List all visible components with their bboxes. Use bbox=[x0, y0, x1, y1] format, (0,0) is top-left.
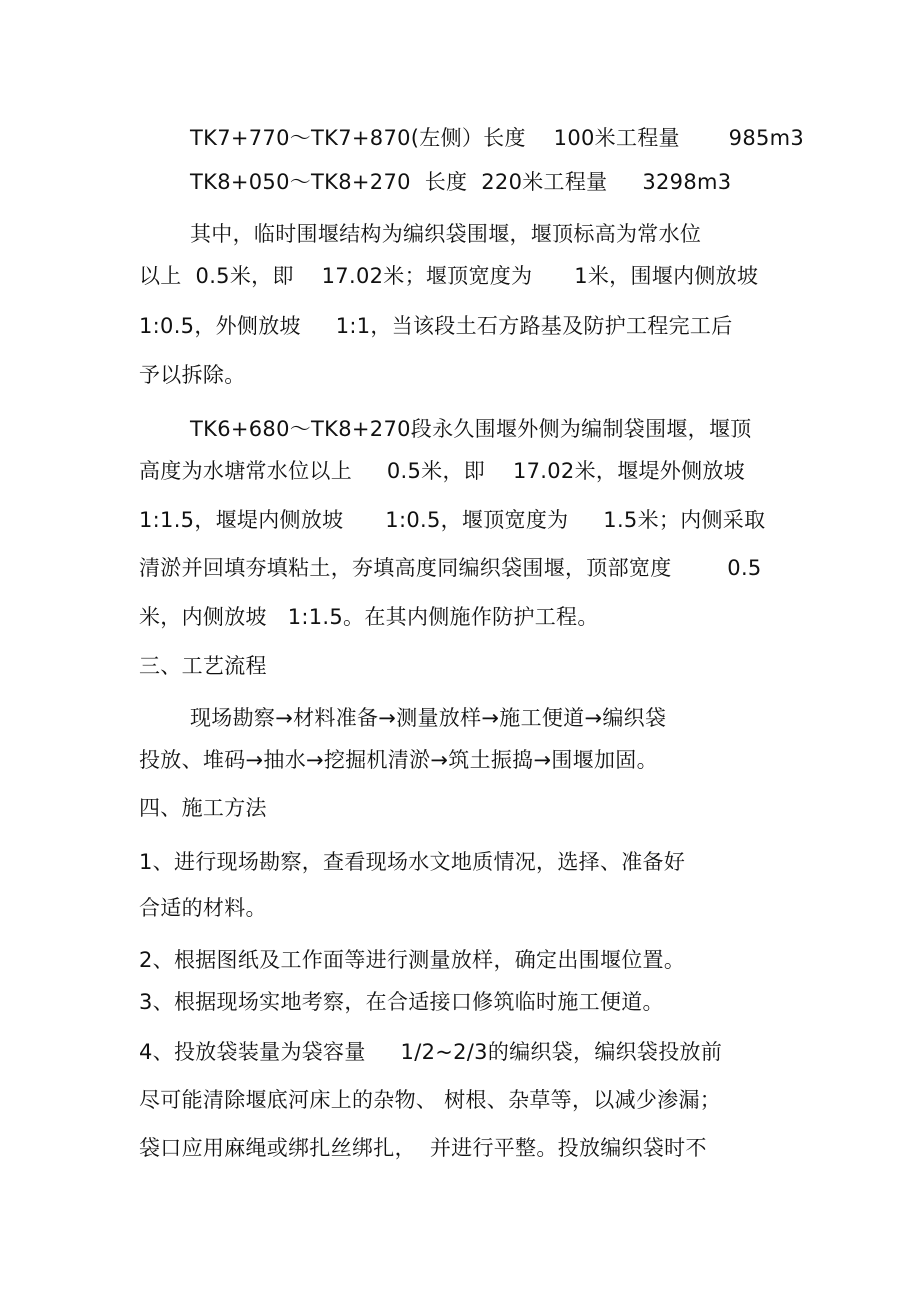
text-line-2: TK8+050～TK8+270 长度 220米工程量 3298m3 bbox=[190, 170, 732, 194]
text-line-22: 袋口应用麻绳或绑扎丝绑扎， 并进行平整。投放编织袋时不 bbox=[139, 1136, 707, 1160]
text-line-17: 合适的材料。 bbox=[139, 896, 267, 920]
text-line-9: 1:1.5，堰堤内侧放坡 1:0.5，堰顶宽度为 1.5米；内侧采取 bbox=[139, 508, 766, 532]
text-line-3: 其中，临时围堰结构为编织袋围堰，堰顶标高为常水位 bbox=[190, 222, 702, 246]
text-line-13: 现场勘察→材料准备→测量放样→施工便道→编织袋 bbox=[190, 706, 667, 730]
section-heading-method: 四、施工方法 bbox=[139, 796, 267, 820]
text-line-14: 投放、堆码→抽水→挖掘机清淤→筑土振捣→围堰加固。 bbox=[139, 748, 658, 772]
text-line-21: 尽可能清除堰底河床上的杂物、 树根、杂草等，以减少渗漏； bbox=[139, 1088, 722, 1112]
text-line-20: 4、投放袋装量为袋容量 1/2~2/3的编织袋，编织袋投放前 bbox=[139, 1040, 723, 1064]
text-line-10: 清淤并回填夯填粘土，夯填高度同编织袋围堰，顶部宽度 0.5 bbox=[139, 556, 762, 580]
text-line-1: TK7+770～TK7+870(左侧）长度 100米工程量 985m3 bbox=[190, 126, 805, 150]
text-line-4: 以上 0.5米，即 17.02米；堰顶宽度为 1米，围堰内侧放坡 bbox=[139, 264, 759, 288]
text-line-18: 2、根据图纸及工作面等进行测量放样，确定出围堰位置。 bbox=[139, 948, 686, 972]
text-line-11: 米，内侧放坡 1:1.5。在其内侧施作防护工程。 bbox=[139, 605, 599, 629]
text-line-7: TK6+680～TK8+270段永久围堰外侧为编制袋围堰，堰顶 bbox=[190, 417, 752, 441]
text-line-19: 3、根据现场实地考察，在合适接口修筑临时施工便道。 bbox=[139, 990, 664, 1014]
text-line-5: 1:0.5，外侧放坡 1:1，当该段土石方路基及防护工程完工后 bbox=[139, 314, 733, 338]
text-line-16: 1、进行现场勘察，查看现场水文地质情况，选择、准备好 bbox=[139, 850, 686, 874]
text-line-6: 予以拆除。 bbox=[139, 363, 246, 387]
section-heading-process: 三、工艺流程 bbox=[139, 654, 267, 678]
text-line-8: 高度为水塘常水位以上 0.5米，即 17.02米，堰堤外侧放坡 bbox=[139, 459, 745, 483]
